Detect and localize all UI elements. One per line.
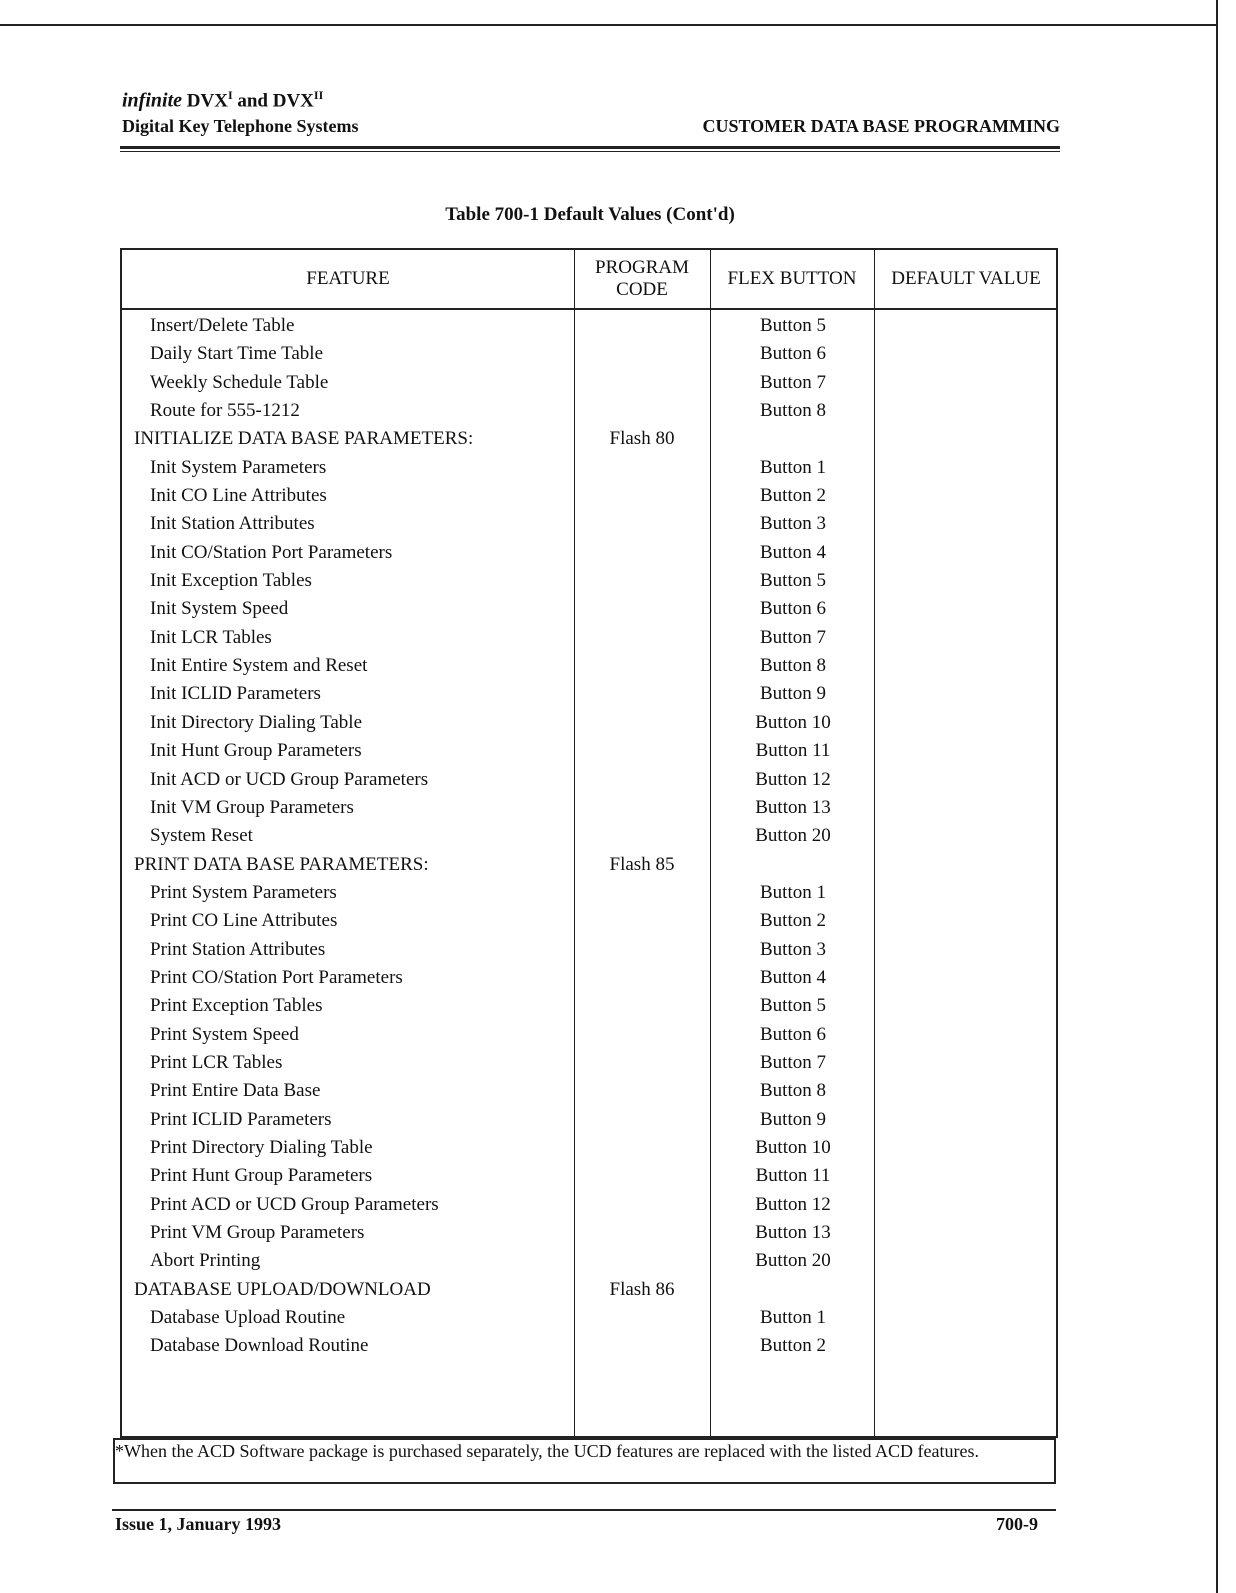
title-sup1: I — [227, 88, 233, 102]
feature-cell: DATABASE UPLOAD/DOWNLOAD — [134, 1278, 431, 1300]
page-number: 700-9 — [996, 1514, 1038, 1534]
table-row — [122, 567, 1056, 595]
feature-cell: Print ICLID Parameters — [150, 1108, 332, 1130]
default-values-table — [120, 248, 1058, 1438]
title-and: and DVX — [237, 90, 314, 112]
table-row — [122, 1021, 1056, 1049]
table-row — [122, 652, 1056, 680]
flex-button-cell: Button 9 — [760, 1108, 826, 1130]
flex-button-cell: Button 12 — [755, 1193, 831, 1215]
flex-button-cell: Button 5 — [760, 315, 826, 336]
brand-name: infinite — [122, 89, 183, 112]
table-row — [122, 794, 1056, 822]
flex-button-cell: Button 1 — [760, 1307, 826, 1329]
feature-cell: Print LCR Tables — [150, 1051, 283, 1073]
flex-button-cell: Button 13 — [755, 1222, 831, 1243]
program-code-cell: Flash 80 — [609, 428, 675, 450]
title-part1: DVX — [186, 90, 228, 112]
flex-button-cell: Button 12 — [755, 768, 831, 790]
footnote: *When the ACD Software package is purchased separately, the UCD features are replaced with the listed ACD features. — [113, 1438, 1056, 1484]
section-row — [122, 851, 1056, 879]
flex-button-cell: Button 9 — [760, 683, 826, 705]
table-row — [122, 340, 1056, 368]
flex-button-cell: Button 10 — [755, 711, 831, 733]
feature-cell: Weekly Schedule Table — [150, 371, 329, 393]
flex-button-cell: Button 2 — [760, 485, 826, 507]
feature-cell: Print System Speed — [150, 1023, 299, 1045]
feature-cell: Init LCR Tables — [150, 626, 272, 648]
table-row — [122, 1332, 1056, 1360]
feature-cell: System Reset — [150, 825, 253, 847]
section-title: CUSTOMER DATA BASE PROGRAMMING — [702, 116, 1060, 137]
feature-cell: Init ACD or UCD Group Parameters — [150, 768, 429, 790]
table-row — [122, 1162, 1056, 1190]
feature-cell: Init Hunt Group Parameters — [150, 740, 362, 762]
flex-button-cell: Button 13 — [755, 796, 831, 818]
flex-button-cell: Button 20 — [755, 1250, 831, 1272]
feature-cell: Print CO/Station Port Parameters — [150, 966, 403, 988]
feature-cell: Print Exception Tables — [150, 995, 323, 1017]
table-row — [122, 1191, 1056, 1219]
flex-button-cell: Button 7 — [760, 1051, 826, 1073]
table-row — [122, 822, 1056, 850]
right-border — [1216, 0, 1218, 1593]
flex-button-cell: Button 1 — [760, 456, 826, 478]
table-row — [122, 454, 1056, 482]
flex-button-cell: Button 1 — [760, 881, 826, 903]
table-row — [122, 1247, 1056, 1275]
feature-cell: Init Entire System and Reset — [150, 655, 368, 677]
flex-button-cell: Button 3 — [760, 938, 826, 960]
table-row — [122, 1304, 1056, 1332]
table-body — [122, 312, 1056, 1361]
feature-cell: Print CO Line Attributes — [150, 910, 338, 932]
feature-cell: Init System Speed — [150, 598, 289, 620]
table-row — [122, 1049, 1056, 1077]
col-header-program-code: PROGRAM CODE — [595, 257, 689, 300]
table-row — [122, 595, 1056, 623]
table-row — [122, 1134, 1056, 1162]
feature-cell: INITIALIZE DATA BASE PARAMETERS: — [134, 428, 474, 450]
feature-cell: Database Upload Routine — [150, 1307, 346, 1329]
table-header — [122, 250, 1056, 310]
flex-button-cell: Button 5 — [760, 570, 826, 592]
col-header-feature: FEATURE — [306, 268, 390, 289]
product-title — [122, 88, 1060, 112]
table-row — [122, 964, 1056, 992]
col-header-flex-button: FLEX BUTTON — [727, 268, 857, 289]
table-row — [122, 907, 1056, 935]
table-row — [122, 936, 1056, 964]
table-row — [122, 879, 1056, 907]
feature-cell: Init System Parameters — [150, 456, 327, 478]
table-row — [122, 510, 1056, 538]
title-sup2: II — [313, 88, 324, 102]
top-border — [0, 24, 1218, 26]
table-row — [122, 709, 1056, 737]
feature-cell: Print ACD or UCD Group Parameters — [150, 1193, 439, 1215]
flex-button-cell: Button 8 — [760, 655, 826, 677]
flex-button-cell: Button 2 — [760, 910, 826, 932]
program-code-cell: Flash 85 — [609, 853, 675, 875]
feature-cell: PRINT DATA BASE PARAMETERS: — [134, 853, 429, 875]
flex-button-cell: Button 6 — [760, 598, 826, 620]
feature-cell: Print VM Group Parameters — [150, 1222, 365, 1243]
table-row — [122, 737, 1056, 765]
table-row — [122, 1219, 1056, 1247]
section-row — [122, 425, 1056, 453]
flex-button-cell: Button 6 — [760, 1023, 826, 1045]
feature-cell: Database Download Routine — [150, 1335, 369, 1357]
subtitle: Digital Key Telephone Systems — [122, 116, 359, 137]
feature-cell: Init VM Group Parameters — [150, 796, 354, 818]
feature-cell: Print Entire Data Base — [150, 1080, 321, 1102]
feature-cell: Abort Printing — [150, 1250, 261, 1272]
table-row — [122, 1077, 1056, 1105]
flex-button-cell: Button 10 — [755, 1136, 831, 1158]
flex-button-cell: Button 6 — [760, 343, 826, 365]
header-rule — [120, 146, 1060, 152]
feature-cell: Daily Start Time Table — [150, 343, 324, 365]
table-row — [122, 312, 1056, 340]
table-caption: Table 700-1 Default Values (Cont'd) — [445, 204, 735, 225]
issue-date: Issue 1, January 1993 — [115, 1514, 282, 1534]
program-code-cell: Flash 86 — [609, 1278, 675, 1300]
feature-cell: Route for 555-1212 — [150, 400, 300, 422]
table-row — [122, 766, 1056, 794]
feature-cell: Init Station Attributes — [150, 513, 315, 535]
feature-cell: Init Directory Dialing Table — [150, 711, 363, 733]
section-row — [122, 1276, 1056, 1304]
flex-button-cell: Button 4 — [760, 966, 826, 988]
feature-cell: Print Directory Dialing Table — [150, 1136, 373, 1158]
table-row — [122, 680, 1056, 708]
feature-cell: Init ICLID Parameters — [150, 683, 321, 705]
flex-button-cell: Button 3 — [760, 513, 826, 535]
feature-cell: Print System Parameters — [150, 881, 337, 903]
flex-button-cell: Button 8 — [760, 1080, 826, 1102]
flex-button-cell: Button 7 — [760, 371, 826, 393]
col-header-default-value: DEFAULT VALUE — [891, 268, 1041, 289]
flex-button-cell: Button 20 — [755, 825, 831, 847]
flex-button-cell: Button 11 — [755, 740, 831, 762]
feature-cell: Init Exception Tables — [150, 570, 312, 592]
table-row — [122, 624, 1056, 652]
feature-cell: Print Station Attributes — [150, 938, 326, 960]
flex-button-cell: Button 5 — [760, 995, 826, 1017]
table-row — [122, 539, 1056, 567]
table-row — [122, 397, 1056, 425]
page-header — [122, 88, 1060, 137]
table-row — [122, 992, 1056, 1020]
flex-button-cell: Button 4 — [760, 541, 826, 563]
table-row — [122, 482, 1056, 510]
table-row — [122, 369, 1056, 397]
feature-cell: Print Hunt Group Parameters — [150, 1165, 373, 1187]
table-row — [122, 1106, 1056, 1134]
flex-button-cell: Button 11 — [755, 1165, 831, 1187]
flex-button-cell: Button 2 — [760, 1335, 826, 1357]
feature-cell: Init CO/Station Port Parameters — [150, 541, 393, 563]
footer-rule — [112, 1509, 1056, 1511]
feature-cell: Init CO Line Attributes — [150, 485, 327, 507]
flex-button-cell: Button 7 — [760, 626, 826, 648]
feature-cell: Insert/Delete Table — [150, 315, 295, 336]
flex-button-cell: Button 8 — [760, 400, 826, 422]
